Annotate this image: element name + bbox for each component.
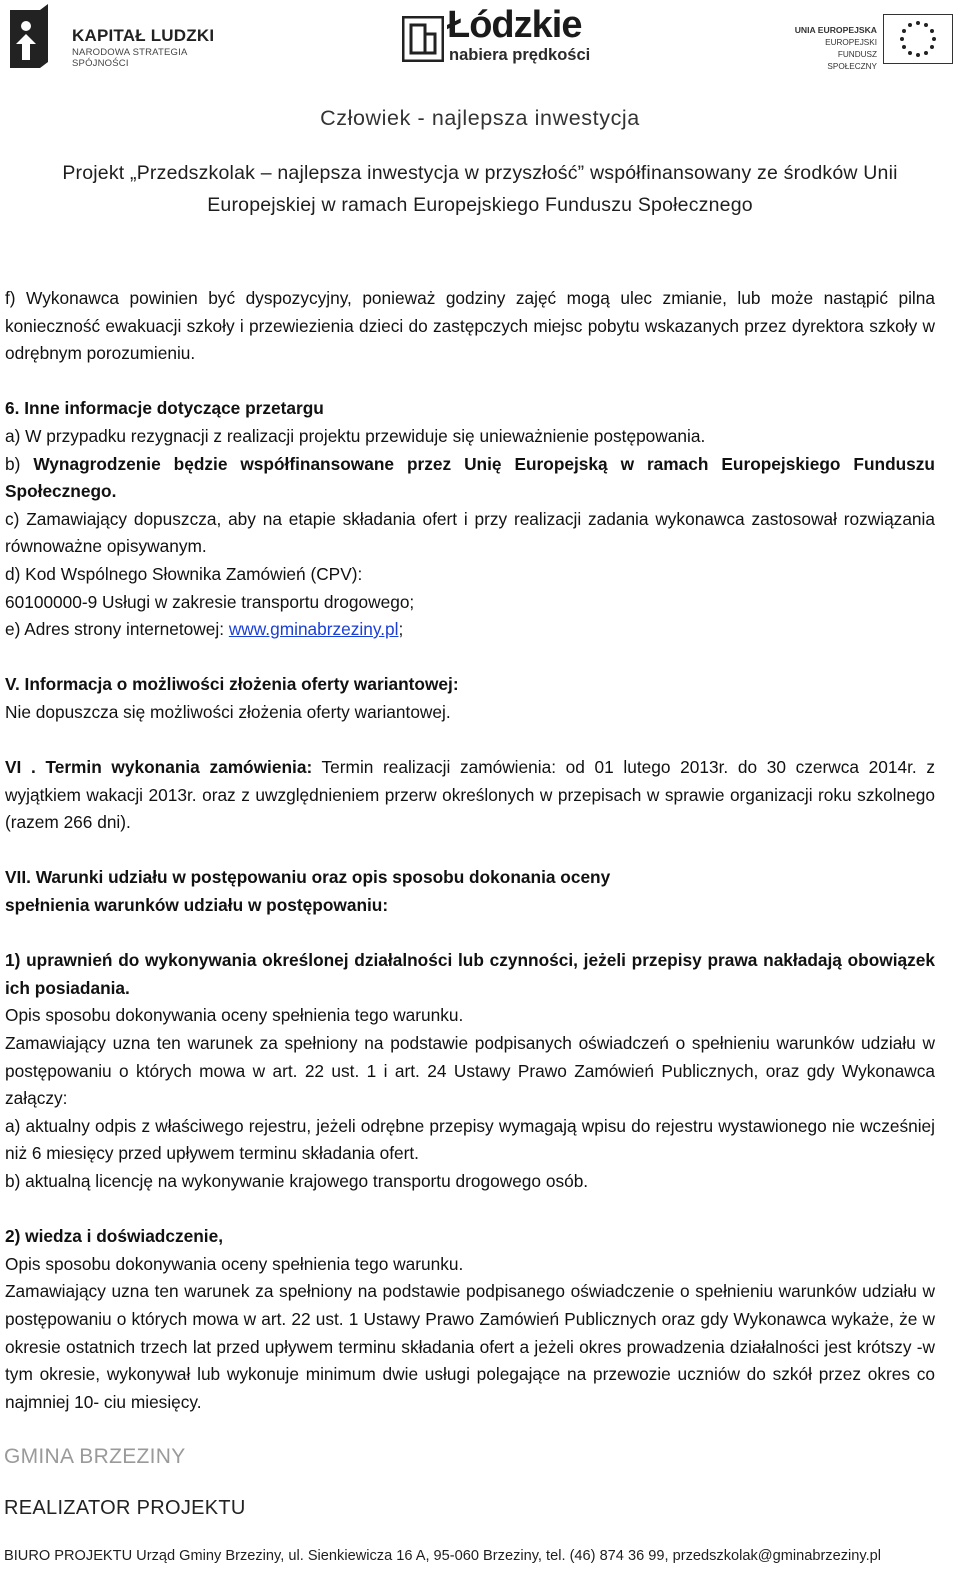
section-v-text: Nie dopuszcza się możliwości złożenia oferty wariantowej. — [5, 701, 451, 722]
section-6-e — [5, 616, 935, 644]
kapital-ludzki-title: KAPITAŁ LUDZKI — [72, 26, 215, 45]
eu-flag-icon — [883, 14, 953, 64]
eu-logo-text — [791, 24, 877, 73]
section-vi-heading: VI . Termin wykonania zamówienia: — [5, 757, 313, 778]
lodzkie-subtitle: nabiera prędkości — [449, 46, 591, 64]
item-2-text: Zamawiający uzna ten warunek za spełniony na podstawie podpisanego oświadczenie o spełnieniu warunków udziału w postępowaniu o których mowa w art. 22 ust. 1 Ustawy Prawo Zamówień Publicznych oraz gdy Wykonawca wykaże, że w okresie ostatnich trzech lat przed upływem terminu składania ofert a jeżeli okres prowadzenia działalności jest krótszy -w tym okresie, wykonywał lub wykonuje minimum dwie usługi polegające na przewozie uczniów do szkół przez okres co najmniej 10- ciu miesięcy. — [5, 1281, 935, 1412]
website-link[interactable]: www.gminabrzeziny.pl — [228, 619, 399, 640]
section-6-d-line1: d) Kod Wspólnego Słownika Zamówień (CPV): — [5, 563, 363, 584]
item-2-opis: Opis sposobu dokonywania oceny spełnienia tego warunku. — [5, 1253, 464, 1274]
section-6-c: c) Zamawiający dopuszcza, aby na etapie składania ofert i przy realizacji zadania wykonawca zastosował rozwiązania równoważne opisywanym. — [5, 508, 935, 557]
project-title — [0, 157, 960, 221]
section-6-d-line2: 60100000-9 Usługi w zakresie transportu drogowego; — [5, 591, 415, 612]
paragraph-f: f) Wykonawca powinien być dyspozycyjny, ponieważ godziny zajęć mogą ulec zmianie, lub może nastąpić pilna konieczność ewakuacji szkoły i przewiezienia dzieci do zastępczych miejsc pobytu wskazanych przez dyrektora szkoły w odrębnym porozumieniu. — [5, 288, 935, 364]
tagline: Człowiek - najlepsza inwestycja — [320, 106, 640, 130]
eu-line2: EUROPEJSKI — [825, 38, 877, 47]
item-1-text: Zamawiający uzna ten warunek za spełniony na podstawie podpisanych oświadczeń o spełnieniu warunków udziału w postępowaniu o których mowa w art. 22 ust. 1 i art. 24 Ustawy Prawo Zamówień Publicznych, oraz gdy Wykonawca załączy: — [5, 1033, 935, 1109]
section-6-heading: 6. Inne informacje dotyczące przetargu — [5, 398, 324, 419]
lodzkie-emblem-icon — [402, 16, 444, 62]
kapital-ludzki-emblem-icon — [6, 4, 62, 70]
item-1-heading: 1) uprawnień do wykonywania określonej działalności lub czynności, jeżeli przepisy prawa nakładają obowiązek ich posiadania. — [5, 950, 935, 998]
section-vii-heading-line2: spełnienia warunków udziału w postępowaniu: — [5, 895, 389, 916]
eu-line1: UNIA EUROPEJSKA — [794, 25, 877, 35]
section-6-a: a) W przypadku rezygnacji z realizacji projektu przewiduje się unieważnienie postępowania. — [5, 425, 706, 446]
section-6-e-prefix: e) Adres strony internetowej: — [5, 619, 229, 640]
item-2-heading: 2) wiedza i doświadczenie, — [5, 1226, 223, 1247]
kapital-ludzki-subtitle: NARODOWA STRATEGIA SPÓJNOŚCI — [72, 47, 187, 69]
lodzkie-title: Łódzkie — [447, 4, 582, 46]
project-title-line2: Europejskiej w ramach Europejskiego Funduszu Społecznego — [207, 194, 753, 216]
section-6-e-suffix: ; — [398, 619, 404, 640]
eu-line3: FUNDUSZ SPOŁECZNY — [827, 50, 877, 71]
section-6-b-text: Wynagrodzenie będzie współfinansowane przez Unię Europejską w ramach Europejskiego Funduszu Społecznego. — [5, 453, 935, 502]
eu-logo — [787, 12, 957, 71]
section-6-b — [5, 451, 935, 506]
footer-gmina: GMINA BRZEZINY — [4, 1445, 186, 1468]
section-vi — [5, 754, 935, 837]
footer-biuro: BIURO PROJEKTU Urząd Gminy Brzeziny, ul. Sienkiewicza 16 A, 95-060 Brzeziny, tel. (46) 874 36 99, przedszkolak@gminabrzeziny.pl — [4, 1548, 882, 1564]
footer-realizator: REALIZATOR PROJEKTU — [4, 1497, 246, 1519]
document-body — [5, 285, 935, 1416]
item-1-b: b) aktualną licencję na wykonywanie krajowego transportu drogowego osób. — [5, 1171, 589, 1191]
item-1-a: a) aktualny odpis z właściwego rejestru, jeżeli odrębne przepisy wymagają wpisu do rejestru wystawionego nie wcześniej niż 6 miesięcy przed upływem terminu składania ofert. — [5, 1115, 935, 1164]
item-1-opis: Opis sposobu dokonywania oceny spełnienia tego warunku. — [5, 1005, 464, 1026]
kapital-ludzki-logo — [6, 4, 216, 74]
project-title-line1: Projekt „Przedszkolak – najlepsza inwestycja w przyszłość” współfinansowany ze środków Unii — [62, 162, 898, 184]
lodzkie-logo — [402, 4, 602, 72]
section-v-heading: V. Informacja o możliwości złożenia oferty wariantowej: — [5, 674, 459, 695]
section-vi-text: Termin realizacji zamówienia: od 01 lutego 2013r. do 30 czerwca 2014r. z wyjątkiem wakacji 2013r. oraz z uwzględnieniem przerw określonych w przepisach w sprawie organizacji roku szkolnego (razem 266 dni). — [5, 757, 935, 833]
header-logos — [0, 0, 960, 70]
section-6-b-prefix: b) — [5, 453, 34, 474]
section-vii-heading-line1: VII. Warunki udziału w postępowaniu oraz opis sposobu dokonania oceny — [5, 867, 611, 888]
